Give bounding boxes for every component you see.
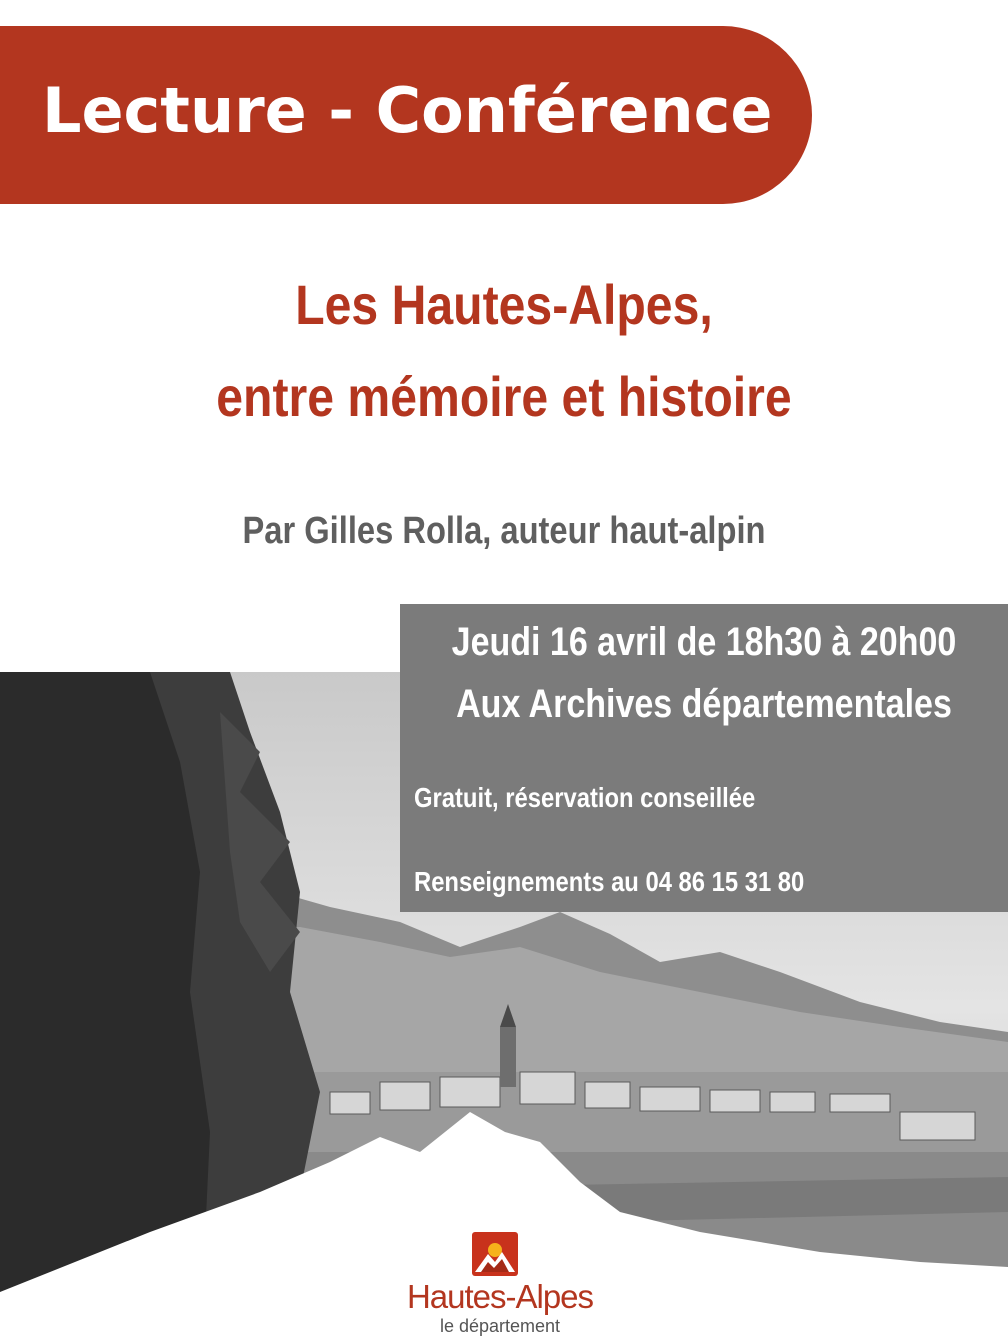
- logo-name: Hautes-Alpes: [406, 1278, 594, 1315]
- event-date: Jeudi 16 avril de 18h30 à 20h00: [451, 620, 957, 664]
- banner-title: Lecture - Conférence: [42, 74, 773, 147]
- event-place: Aux Archives départementales: [456, 682, 952, 726]
- event-title-line-2: entre mémoire et histoire: [216, 365, 792, 428]
- event-author: Par Gilles Rolla, auteur haut-alpin: [242, 510, 766, 552]
- logo-subtitle: le département: [439, 1316, 561, 1336]
- mountain-sun-icon: [472, 1232, 518, 1276]
- event-title-line-1: Les Hautes-Alpes,: [295, 273, 713, 336]
- event-price: Gratuit, réservation conseillée: [414, 782, 756, 813]
- hautes-alpes-logo: [392, 1228, 608, 1340]
- event-contact: Renseignements au 04 86 15 31 80: [414, 866, 805, 897]
